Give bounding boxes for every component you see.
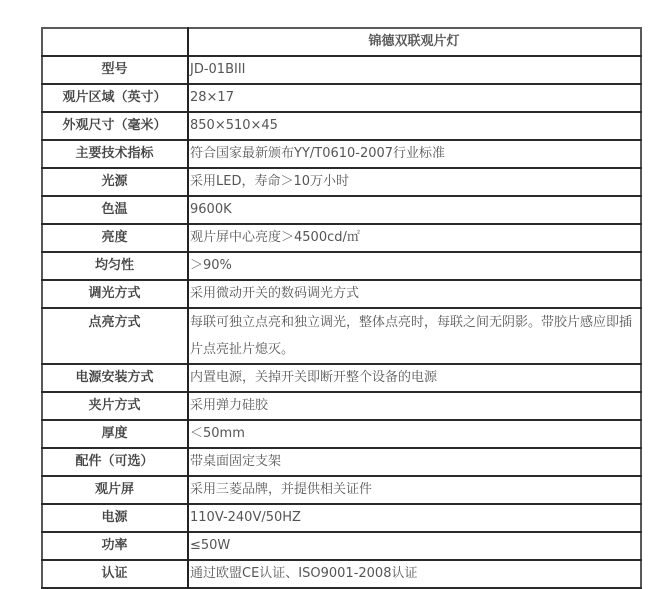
spec-label: 配件（可选） (42, 448, 188, 476)
table-row (42, 560, 641, 588)
header-label-cell (42, 28, 188, 56)
spec-value: 观片屏中心亮度＞4500cd/㎡ (188, 224, 641, 252)
spec-value: ＞90% (188, 252, 641, 280)
spec-value: 带桌面固定支架 (188, 448, 641, 476)
table-row (42, 224, 641, 252)
table-row (42, 392, 641, 420)
spec-label: 电源 (42, 504, 188, 532)
spec-value: 符合国家最新颁布YY/T0610-2007行业标准 (188, 140, 641, 168)
table-row (42, 420, 641, 448)
spec-value: 850×510×45 (188, 112, 641, 140)
spec-label: 外观尺寸（毫米） (42, 112, 188, 140)
spec-value: 采用弹力硅胶 (188, 392, 641, 420)
table-row (42, 448, 641, 476)
product-title: 锦德双联观片灯 (188, 28, 641, 56)
table-row (42, 56, 641, 84)
spec-label: 均匀性 (42, 252, 188, 280)
table-row (42, 84, 641, 112)
table-row (42, 280, 641, 308)
spec-label: 电源安装方式 (42, 364, 188, 392)
spec-label: 功率 (42, 532, 188, 560)
spec-value: 28×17 (188, 84, 641, 112)
spec-label: 观片区域（英寸） (42, 84, 188, 112)
spec-label: 认证 (42, 560, 188, 588)
spec-value: 通过欧盟CE认证、ISO9001-2008认证 (188, 560, 641, 588)
spec-label: 型号 (42, 56, 188, 84)
spec-value: 每联可独立点亮和独立调光，整体点亮时，每联之间无阴影。带胶片感应即插片点亮扯片熄灭。 (188, 308, 641, 364)
spec-value: JD-01BIII (188, 56, 641, 84)
spec-table (41, 27, 642, 589)
table-row (42, 532, 641, 560)
spec-value: 内置电源，关掉开关即断开整个设备的电源 (188, 364, 641, 392)
spec-label: 观片屏 (42, 476, 188, 504)
table-row (42, 308, 641, 364)
spec-label: 主要技术指标 (42, 140, 188, 168)
spec-label: 调光方式 (42, 280, 188, 308)
table-row (42, 476, 641, 504)
spec-label: 色温 (42, 196, 188, 224)
table-row (42, 196, 641, 224)
table-header-row (42, 28, 641, 56)
spec-value: 采用三菱品牌，并提供相关证件 (188, 476, 641, 504)
spec-value: 采用LED，寿命＞10万小时 (188, 168, 641, 196)
spec-label: 夹片方式 (42, 392, 188, 420)
spec-label: 厚度 (42, 420, 188, 448)
spec-value: 9600K (188, 196, 641, 224)
spec-label: 光源 (42, 168, 188, 196)
table-row (42, 364, 641, 392)
spec-value: 采用微动开关的数码调光方式 (188, 280, 641, 308)
table-row (42, 112, 641, 140)
table-row (42, 140, 641, 168)
table-row (42, 252, 641, 280)
spec-value: 110V-240V/50HZ (188, 504, 641, 532)
spec-label: 亮度 (42, 224, 188, 252)
spec-value: ＜50mm (188, 420, 641, 448)
spec-value: ≤50W (188, 532, 641, 560)
spec-label: 点亮方式 (42, 308, 188, 364)
table-row (42, 504, 641, 532)
table-row (42, 168, 641, 196)
